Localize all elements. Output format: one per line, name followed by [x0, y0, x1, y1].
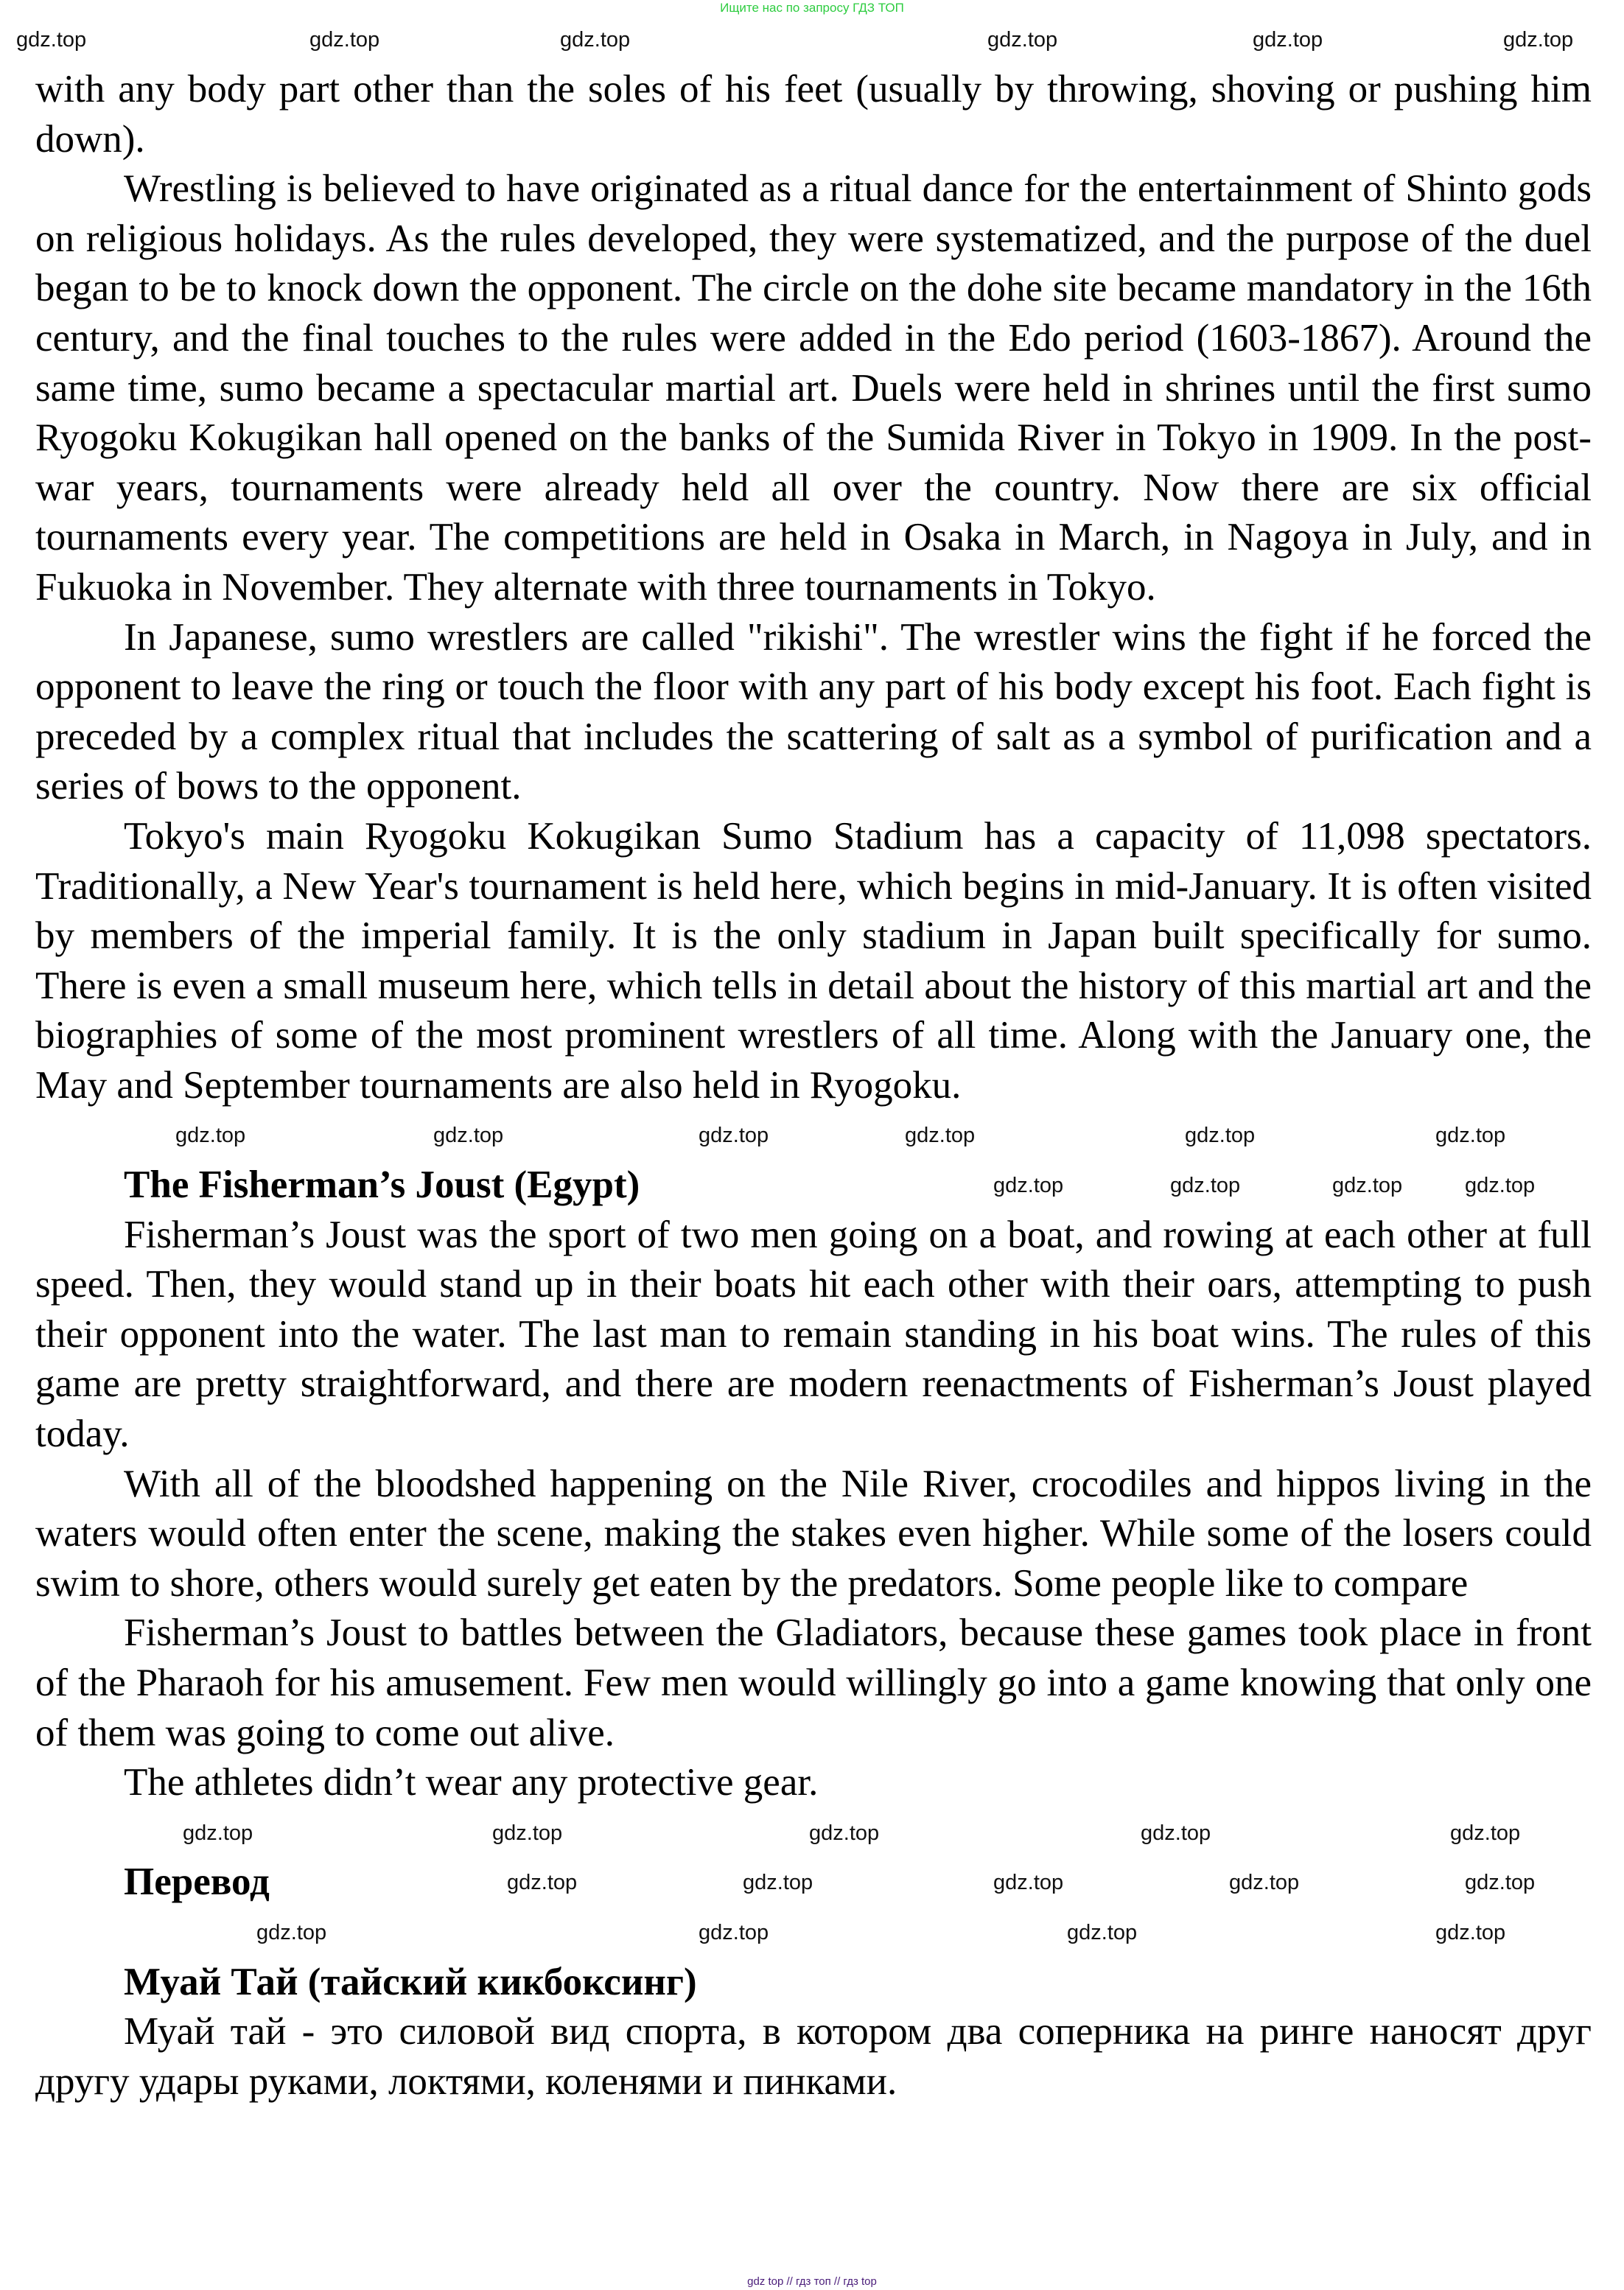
watermark: gdz.top: [175, 1124, 246, 1148]
heading-row: [35, 1160, 1592, 1211]
watermark: gdz.top: [256, 1920, 327, 1944]
watermark: gdz.top: [1435, 1124, 1506, 1148]
watermark: gdz.top: [1141, 1821, 1211, 1845]
top-banner[interactable]: Ищите нас по запросу ГДЗ ТОП: [720, 1, 904, 15]
paragraph: Муай тай - это силовой вид спорта, в котором два соперника на ринге наносят друг другу удары руками, локтями, коленями и пинками.: [35, 2010, 1592, 2103]
watermark: gdz.top: [699, 1920, 769, 1944]
document-body: [35, 65, 1592, 2107]
watermark: gdz.top: [560, 28, 631, 52]
watermark: gdz.top: [492, 1821, 563, 1845]
watermark: gdz.top: [1170, 1174, 1241, 1198]
watermark: gdz.top: [1067, 1920, 1138, 1944]
paragraph: Wrestling is believed to have originated as a ritual dance for the entertainment of Shinto gods on religious holidays. As the rules developed, they were systematized, and the purpose of the duel began to be to knock down the opponent. The circle on the dohe site became mandatory in the 16th century, and the final touches to the rules were added in the Edo period (1603-1867). Around the same time, sumo became a spectacular martial art. Duels were held in shrines until the first sumo Ryogoku Kokugikan hall opened on the banks of the Sumida River in Tokyo in 1909. In the post-war years, tournaments were already held all over the country. Now there are six official tournaments every year. The competitions are held in Osaka in March, in Nagoya in July, and in Fukuoka in November. They alternate with three tournaments in Tokyo.: [35, 167, 1592, 609]
watermark: gdz.top: [905, 1124, 976, 1148]
watermark: gdz.top: [987, 28, 1058, 52]
blank-line: [35, 1110, 1592, 1160]
section-heading: Муай Тай (тайский кикбоксинг): [124, 1960, 697, 2003]
paragraph: Tokyo's main Ryogoku Kokugikan Sumo Stadium has a capacity of 11,098 spectators. Traditionally, a New Year's tournament is held here, which begins in mid-January. It is often visited by members of the imperial family. It is the only stadium in Japan built specifically for sumo. There is even a small museum here, which tells in detail about the history of this martial art and the biographies of some of the most prominent wrestlers of all time. Along with the January one, the May and September tournaments are also held in Ryogoku.: [35, 814, 1592, 1107]
heading-row: [35, 1857, 1592, 1908]
blank-line: [35, 1808, 1592, 1858]
watermark: gdz.top: [1253, 28, 1323, 52]
watermark: gdz.top: [699, 1124, 769, 1148]
watermark: gdz.top: [507, 1871, 578, 1895]
section-heading: The Fisherman’s Joust (Egypt): [124, 1163, 640, 1207]
watermark: gdz.top: [1229, 1871, 1300, 1895]
watermark: gdz.top: [993, 1174, 1064, 1198]
watermark: gdz.top: [1185, 1124, 1256, 1148]
section-heading: Перевод: [124, 1860, 270, 1904]
watermark: gdz.top: [809, 1821, 880, 1845]
paragraph: Fisherman’s Joust was the sport of two men going on a boat, and rowing at each other at full speed. Then, they would stand up in their boats hit each other with their oars, attempting to push their opponent into the water. The last man to remain standing in his boat wins. The rules of this game are pretty straightforward, and there are modern reenactments of Fisherman’s Joust played today.: [35, 1213, 1592, 1456]
watermark: gdz.top: [433, 1124, 504, 1148]
footer[interactable]: gdz top // гдз топ // гдз top: [747, 2275, 877, 2288]
watermark: gdz.top: [993, 1871, 1064, 1895]
watermark: gdz.top: [1332, 1174, 1403, 1198]
watermark: gdz.top: [743, 1871, 813, 1895]
paragraph: Fisherman’s Joust to battles between the Gladiators, because these games took place in front of the Pharaoh for his amusement. Few men would willingly go into a game knowing that only one of them was going to come out alive.: [35, 1611, 1592, 1754]
paragraph: The athletes didn’t wear any protective gear.: [124, 1761, 819, 1804]
paragraph: In Japanese, sumo wrestlers are called "rikishi". The wrestler wins the fight if he forced the opponent to leave the ring or touch the floor with any part of his body except his foot. Each fight is preceded by a complex ritual that includes the scattering of salt as a symbol of purification and a series of bows to the opponent.: [35, 615, 1592, 808]
watermark: gdz.top: [16, 28, 87, 52]
paragraph: With all of the bloodshed happening on the Nile River, crocodiles and hippos living in the waters would often enter the scene, making the stakes even higher. While some of the losers could swim to shore, others would surely get eaten by the predators. Some people like to compare: [35, 1462, 1592, 1605]
paragraph: with any body part other than the soles of his feet (usually by throwing, shoving or pushing him down).: [35, 68, 1592, 161]
watermark: gdz.top: [1465, 1871, 1536, 1895]
blank-line: [35, 1908, 1592, 1958]
watermark: gdz.top: [183, 1821, 253, 1845]
watermark: gdz.top: [1435, 1920, 1506, 1944]
watermark: gdz.top: [309, 28, 380, 52]
watermark: gdz.top: [1450, 1821, 1521, 1845]
watermark: gdz.top: [1465, 1174, 1536, 1198]
watermark: gdz.top: [1503, 28, 1574, 52]
